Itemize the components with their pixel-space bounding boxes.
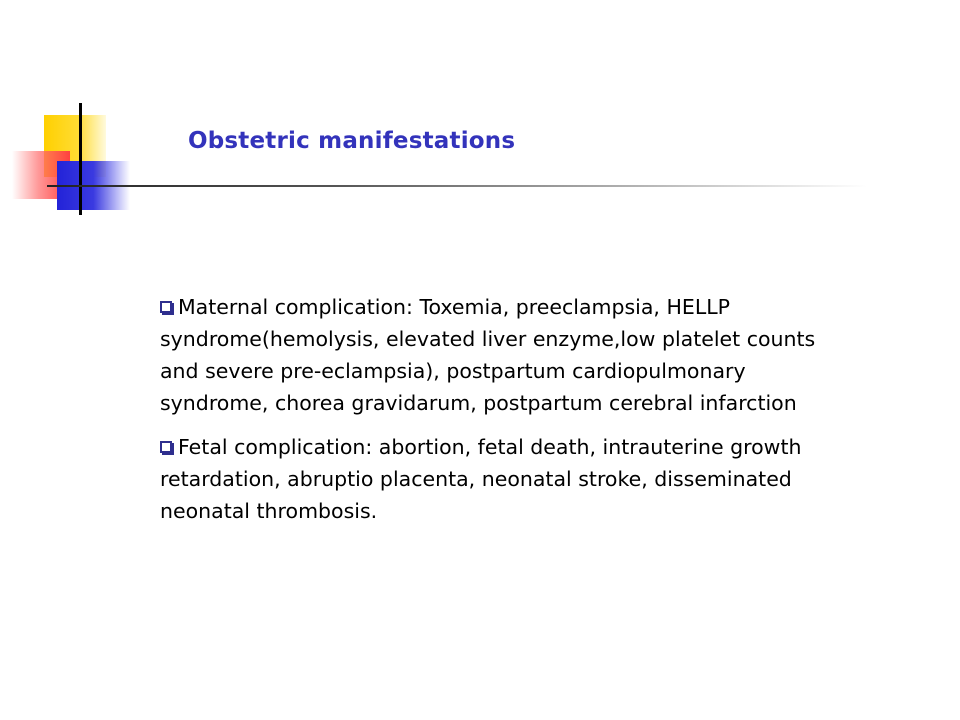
bullet-text: Maternal complication: Toxemia, preeclampsia, HELLP syndrome(hemolysis, elevated liver enzyme,low platelet counts and severe pre-eclampsia), postpartum cardiopulmonary syndrome, chorea gravidarum, postpartum cerebral infarction bbox=[160, 295, 816, 415]
slide-body bbox=[160, 291, 860, 539]
bullet-fetal-complication bbox=[160, 431, 860, 527]
title-underline-rule bbox=[47, 185, 867, 187]
bullet-text: Fetal complication: abortion, fetal death, intrauterine growth retardation, abruptio placenta, neonatal stroke, disseminated neonatal thrombosis. bbox=[160, 435, 802, 523]
slide-title: Obstetric manifestations bbox=[188, 128, 516, 154]
square-bullet-icon bbox=[160, 441, 172, 453]
bullet-maternal-complication bbox=[160, 291, 860, 419]
decoration-vertical-line bbox=[79, 103, 82, 215]
slide-decoration-logo bbox=[0, 0, 140, 230]
square-bullet-icon bbox=[160, 301, 172, 313]
